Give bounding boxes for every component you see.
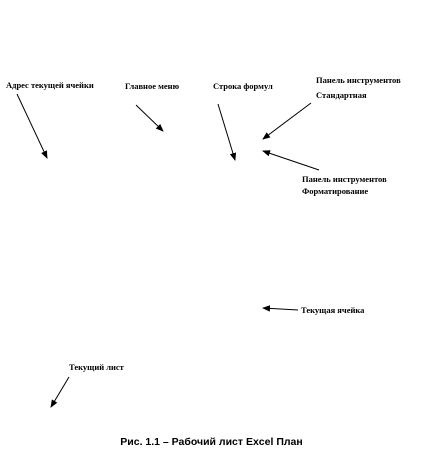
current-cell-label: Текущая ячейка xyxy=(301,305,365,315)
standard-toolbar-arrow xyxy=(263,103,311,139)
current-sheet-arrow xyxy=(51,377,69,407)
current-sheet-label: Текущий лист xyxy=(69,362,124,372)
cell-address-arrow xyxy=(17,94,47,158)
formula-bar-label: Строка формул xyxy=(213,81,273,91)
formatting-toolbar-arrow xyxy=(263,151,319,170)
standard-toolbar-label: Панель инструментов Стандартная xyxy=(316,75,401,100)
main-menu-label: Главное меню xyxy=(125,81,180,91)
main-menu-arrow xyxy=(136,105,163,131)
formula-bar-arrow xyxy=(218,104,235,160)
cell-address-label: Адрес текущей ячейки xyxy=(6,80,94,90)
current-cell-arrow xyxy=(263,308,298,310)
formatting-toolbar-label: Панель инструментов Форматирование xyxy=(302,174,387,196)
figure-caption: Рис. 1.1 – Рабочий лист Excel План xyxy=(120,436,303,448)
